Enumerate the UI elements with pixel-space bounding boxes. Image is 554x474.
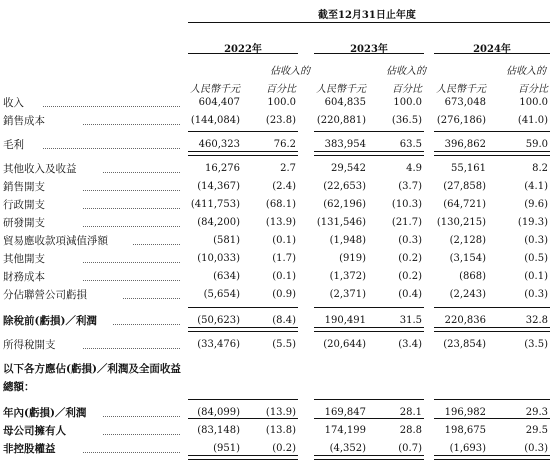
row-label: 除稅前(虧損)／利潤 <box>3 315 97 327</box>
year-rule-2024 <box>434 53 550 54</box>
final-rule <box>188 455 298 460</box>
table-cell: (27,858) <box>443 181 486 192</box>
table-cell: 2.7 <box>280 163 296 174</box>
pct-header-line2-2022: 百分比 <box>266 84 296 95</box>
row-label: 收入 <box>3 97 24 109</box>
dot-leader <box>43 106 180 107</box>
table-cell: (0.5) <box>524 253 548 264</box>
table-cell: 8.2 <box>532 163 548 174</box>
table-cell: 29.5 <box>525 425 548 436</box>
year-rule-2023 <box>314 53 424 54</box>
row-label: 其他收入及收益 <box>3 163 77 175</box>
table-cell: (144,084) <box>190 115 240 126</box>
year-2023: 2023年 <box>350 44 388 55</box>
table-cell: (10,033) <box>197 253 240 264</box>
table-cell: 16,276 <box>205 163 240 174</box>
table-cell: (84,099) <box>197 407 240 418</box>
dot-leader <box>83 280 180 281</box>
table-cell: (1.7) <box>272 253 296 264</box>
table-cell: (5.5) <box>272 339 296 350</box>
subtotal-rule <box>188 131 298 132</box>
table-cell: 174,199 <box>324 425 366 436</box>
table-cell: (919) <box>339 253 366 264</box>
row-label: 分佔聯營公司虧損 <box>3 289 87 301</box>
table-cell: (1,948) <box>329 235 366 246</box>
row-label: 其他開支 <box>3 253 45 265</box>
table-cell: (14,367) <box>197 181 240 192</box>
table-cell: (0.3) <box>524 443 548 454</box>
table-cell: 63.5 <box>399 139 422 150</box>
period-header: 截至12月31日止年度 <box>318 10 416 21</box>
table-cell: 29,542 <box>331 163 366 174</box>
table-cell: 604,835 <box>324 97 366 108</box>
table-cell: 59.0 <box>525 139 548 150</box>
table-cell: (2.4) <box>272 181 296 192</box>
dot-leader <box>113 324 180 325</box>
table-cell: (3.7) <box>398 181 422 192</box>
row-label: 銷售成本 <box>3 115 45 127</box>
table-cell: (3.4) <box>398 339 422 350</box>
pct-header-line1-2023: 佔收入的 <box>386 66 426 77</box>
table-cell: (2,128) <box>449 235 486 246</box>
table-cell: (951) <box>213 443 240 454</box>
table-cell: (0.1) <box>272 235 296 246</box>
amount-header-2023: 人民幣千元 <box>316 84 366 95</box>
table-cell: (84,200) <box>197 217 240 228</box>
row-label: 年內(虧損)／利潤 <box>3 407 87 419</box>
subtotal-rule <box>434 399 550 400</box>
table-cell: (3,154) <box>449 253 486 264</box>
year-rule-2022 <box>188 53 298 54</box>
subtotal-rule <box>314 131 424 132</box>
year-2022: 2022年 <box>224 44 262 55</box>
table-cell: 55,161 <box>451 163 486 174</box>
dot-leader <box>83 124 180 125</box>
final-rule <box>434 455 550 460</box>
table-cell: 28.1 <box>399 407 422 418</box>
subtotal-rule <box>434 131 550 132</box>
table-cell: 28.8 <box>399 425 422 436</box>
table-cell: (411,753) <box>190 199 240 210</box>
table-cell: (4,352) <box>329 443 366 454</box>
table-cell: (0.3) <box>524 289 548 300</box>
dot-leader <box>103 172 180 173</box>
table-cell: (36.5) <box>391 115 422 126</box>
table-cell: 32.8 <box>525 315 548 326</box>
table-cell: (68.1) <box>265 199 296 210</box>
pbt-rule <box>434 327 550 332</box>
table-cell: (20,644) <box>323 339 366 350</box>
table-cell: (3.5) <box>524 339 548 350</box>
table-cell: 169,847 <box>324 407 366 418</box>
table-cell: (33,476) <box>197 339 240 350</box>
table-cell: (8.4) <box>272 315 296 326</box>
table-cell: (5,654) <box>203 289 240 300</box>
table-cell: 100.0 <box>519 97 548 108</box>
table-cell: (9.6) <box>524 199 548 210</box>
dot-leader <box>123 298 180 299</box>
table-cell: 396,862 <box>444 139 486 150</box>
subtotal-rule <box>314 307 424 308</box>
table-cell: (868) <box>459 271 486 282</box>
row-label: 銷售開支 <box>3 181 45 193</box>
row-label: 貿易應收款項減值淨額 <box>3 235 108 247</box>
row-label: 財務成本 <box>3 271 45 283</box>
table-cell: (0.3) <box>398 235 422 246</box>
table-cell: (23.8) <box>265 115 296 126</box>
table-cell: (10.3) <box>391 199 422 210</box>
table-cell: (23,854) <box>443 339 486 350</box>
dot-leader <box>133 244 180 245</box>
table-cell: (1,372) <box>329 271 366 282</box>
table-cell: (13.9) <box>265 407 296 418</box>
table-cell: (19.3) <box>517 217 548 228</box>
pbt-rule <box>188 327 298 332</box>
table-cell: (0.2) <box>272 443 296 454</box>
table-cell: (0.1) <box>272 271 296 282</box>
table-cell: 220,836 <box>444 315 486 326</box>
table-cell: (1,693) <box>449 443 486 454</box>
pct-header-line1-2022: 佔收入的 <box>270 66 310 77</box>
year-2024: 2024年 <box>473 44 511 55</box>
subtotal-rule <box>188 307 298 308</box>
table-cell: (4.1) <box>524 181 548 192</box>
gross-profit-rule <box>188 151 298 156</box>
table-cell: (21.7) <box>391 217 422 228</box>
table-cell: (130,215) <box>436 217 486 228</box>
table-cell: (131,546) <box>316 217 366 228</box>
row-label: 以下各方應佔(虧損)／利潤及全面收益 <box>3 363 181 375</box>
dot-leader <box>83 226 180 227</box>
dot-leader <box>83 208 180 209</box>
table-cell: (276,186) <box>436 115 486 126</box>
table-cell: 190,491 <box>324 315 366 326</box>
table-cell: (581) <box>213 235 240 246</box>
subtotal-rule <box>188 418 298 419</box>
table-cell: (83,148) <box>197 425 240 436</box>
table-cell: (0.2) <box>398 271 422 282</box>
table-cell: (0.1) <box>524 271 548 282</box>
table-cell: 29.3 <box>525 407 548 418</box>
amount-header-2022: 人民幣千元 <box>190 84 240 95</box>
table-cell: 4.9 <box>406 163 422 174</box>
table-cell: (22,653) <box>323 181 366 192</box>
amount-header-2024: 人民幣千元 <box>436 84 486 95</box>
table-cell: 100.0 <box>267 97 296 108</box>
table-cell: 198,675 <box>444 425 486 436</box>
table-cell: (50,623) <box>197 315 240 326</box>
row-label: 行政開支 <box>3 199 45 211</box>
table-cell: 604,407 <box>198 97 240 108</box>
table-cell: (0.7) <box>398 443 422 454</box>
table-cell: 31.5 <box>399 315 422 326</box>
table-cell: 673,048 <box>444 97 486 108</box>
table-cell: (0.3) <box>524 235 548 246</box>
table-cell: (0.9) <box>272 289 296 300</box>
final-rule <box>314 455 424 460</box>
row-label: 非控股權益 <box>3 443 56 455</box>
row-label: 母公司擁有人 <box>3 425 66 437</box>
gross-profit-rule <box>434 151 550 156</box>
row-label: 總額： <box>3 381 35 393</box>
dot-leader <box>103 434 180 435</box>
table-cell: 76.2 <box>273 139 296 150</box>
table-cell: (2,243) <box>449 289 486 300</box>
pbt-rule <box>314 327 424 332</box>
table-cell: (0.4) <box>398 289 422 300</box>
subtotal-rule <box>314 418 424 419</box>
table-cell: 100.0 <box>393 97 422 108</box>
row-label: 研發開支 <box>3 217 45 229</box>
table-cell: 196,982 <box>444 407 486 418</box>
dot-leader <box>43 148 180 149</box>
table-cell: (13.8) <box>265 425 296 436</box>
dot-leader <box>83 348 180 349</box>
subtotal-rule <box>434 418 550 419</box>
dot-leader <box>103 416 180 417</box>
table-cell: 460,323 <box>198 139 240 150</box>
row-label: 毛利 <box>3 139 24 151</box>
dot-leader <box>83 190 180 191</box>
subtotal-rule <box>434 307 550 308</box>
subtotal-rule <box>188 399 298 400</box>
table-cell: 383,954 <box>324 139 366 150</box>
table-cell: (13.9) <box>265 217 296 228</box>
dot-leader <box>83 452 180 453</box>
table-cell: (2,371) <box>329 289 366 300</box>
dot-leader <box>83 262 180 263</box>
pct-header-line2-2023: 百分比 <box>392 84 422 95</box>
gross-profit-rule <box>314 151 424 156</box>
table-cell: (220,881) <box>316 115 366 126</box>
table-cell: (0.2) <box>398 253 422 264</box>
table-cell: (62,196) <box>323 199 366 210</box>
row-label: 所得稅開支 <box>3 339 56 351</box>
pct-header-line2-2024: 百分比 <box>518 84 548 95</box>
table-cell: (41.0) <box>517 115 548 126</box>
table-cell: (64,721) <box>443 199 486 210</box>
table-cell: (634) <box>213 271 240 282</box>
pct-header-line1-2024: 佔收入的 <box>506 66 546 77</box>
header-rule <box>188 22 550 23</box>
subtotal-rule <box>314 399 424 400</box>
